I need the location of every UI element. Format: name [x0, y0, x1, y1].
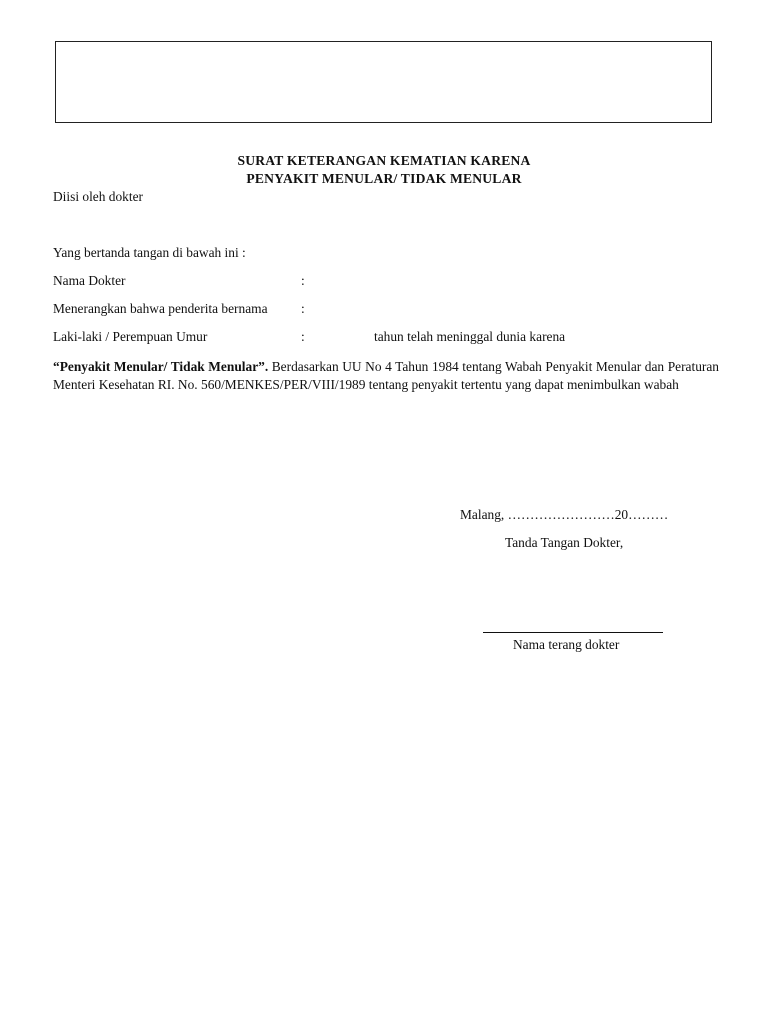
- field-separator-penderita: :: [301, 301, 305, 316]
- field-separator-nama-dokter: :: [301, 273, 305, 288]
- title-line-1: SURAT KETERANGAN KEMATIAN KARENA: [237, 153, 531, 168]
- signature-label: Tanda Tangan Dokter,: [505, 535, 624, 550]
- title-line-2: PENYAKIT MENULAR/ TIDAK MENULAR: [246, 171, 522, 186]
- header-box: [55, 41, 712, 123]
- field-suffix-umur: tahun telah meninggal dunia karena: [374, 329, 566, 344]
- signature-line: [483, 632, 663, 633]
- paragraph-text: Berdasarkan UU No 4 Tahun 1984 tentang Wabah Penyakit Menular dan Peraturan Menteri Kesehatan RI. No. 560/MENKES/PER/VIII/1989 tentang penyakit tertentu yang dapat menimbulkan wabah: [53, 359, 719, 392]
- field-label-nama-dokter: Nama Dokter: [53, 273, 126, 288]
- body-paragraph: [53, 358, 719, 394]
- field-separator-umur: :: [301, 329, 305, 344]
- intro-text: Yang bertanda tangan di bawah ini :: [53, 245, 246, 260]
- name-label: Nama terang dokter: [513, 637, 620, 652]
- subtitle: Diisi oleh dokter: [53, 189, 144, 204]
- field-label-penderita: Menerangkan bahwa penderita bernama: [53, 301, 268, 316]
- place-date: Malang, ……………………20………: [460, 507, 669, 522]
- field-label-jenis-kelamin-umur: Laki-laki / Perempuan Umur: [53, 329, 208, 344]
- paragraph-bold-text: “Penyakit Menular/ Tidak Menular”.: [53, 359, 269, 374]
